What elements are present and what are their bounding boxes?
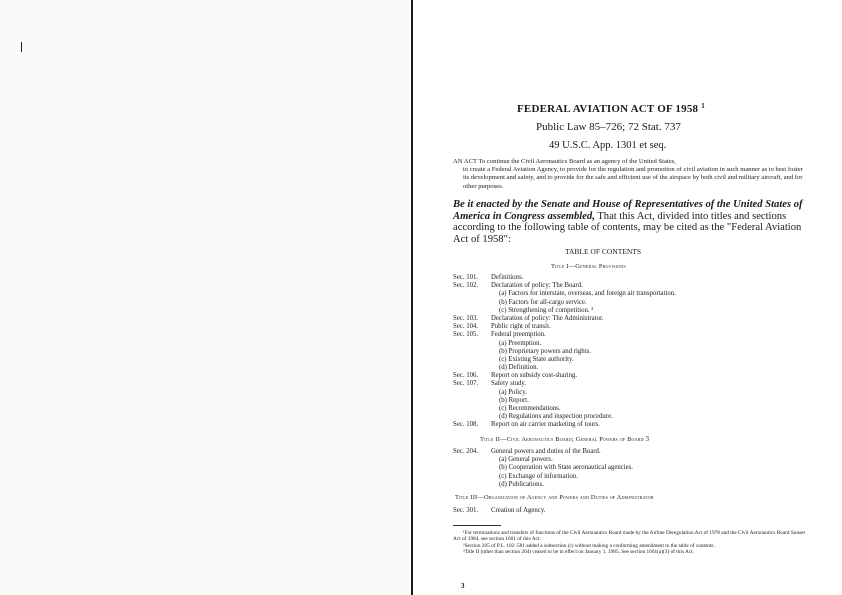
- subsection-title: (d) Publications.: [499, 480, 544, 488]
- section-title: Federal preemption.: [491, 331, 546, 339]
- toc-section-row: [453, 448, 633, 456]
- enacting-clause-text: That this Act, divided into titles and sections according to the following table of contents, may be cited as the "Federal Aviation Act of 1958":: [453, 210, 802, 245]
- title-2-footnote-ref: 3: [645, 435, 650, 443]
- enacting-clause-italic: Be it enacted by the Senate and House of Representatives of the United States of America in Congress assembled,: [453, 199, 803, 222]
- footnote-3: ³Title II (other than section 204) ceased to be in effect on January 1, 1985. See section 1601(a)(3) of this Act.: [463, 548, 694, 555]
- usc-citation: 49 U.S.C. App. 1301 et seq.: [549, 140, 667, 151]
- title-footnote-ref: 1: [701, 102, 705, 110]
- enacting-clause: [453, 199, 809, 245]
- toc-subsection-row: [453, 473, 633, 481]
- subsection-title: (a) Policy.: [499, 388, 527, 396]
- footnote-rule: [453, 525, 501, 526]
- footnote-2: ²Section 205 of P.L. 102–581 added a subsection (c) without making a conforming amendment to the table of contents.: [463, 542, 715, 549]
- subsection-title: (c) Strengthening of competition. ²: [499, 306, 594, 314]
- toc-heading: TABLE OF CONTENTS: [565, 247, 642, 256]
- public-law-citation: Public Law 85–726; 72 Stat. 737: [536, 121, 681, 133]
- toc-subsection-row: [453, 413, 676, 421]
- subsection-title: (c) Exchange of information.: [499, 472, 578, 480]
- preamble-first-line: AN ACT To continue the Civil Aeronautics Board as an agency of the United States,: [453, 158, 676, 165]
- footnote-1: ¹For terminations and transfers of functions of the Civil Aeronautics Board made by the Airline Deregulation Act of 1978 and the Civil Aeronautics Board Sunset Act of 1984, see section 1601 of this Act.: [453, 530, 805, 543]
- section-title: Report on air carrier marketing of tours.: [491, 421, 600, 429]
- title-3-section-list: [453, 507, 545, 515]
- toc-subsection-row: [453, 299, 676, 307]
- section-number: Sec. 103.: [453, 314, 479, 322]
- subsection-title: (d) Definition.: [499, 364, 539, 372]
- title-2-heading: Title II—Civil Aeronautics Board; General Powers of Board 3: [480, 435, 650, 443]
- toc-section-row: [453, 372, 676, 380]
- title-1-heading: Title I—General Provisions: [551, 263, 626, 270]
- toc-section-row: [453, 380, 676, 388]
- section-number: Sec. 104.: [453, 323, 479, 331]
- toc-subsection-row: [453, 405, 676, 413]
- toc-subsection-row: [453, 389, 676, 397]
- section-title: Creation of Agency.: [491, 507, 546, 514]
- subsection-title: (c) Existing State authority.: [499, 355, 574, 363]
- section-number: Sec. 106.: [453, 372, 479, 380]
- subsection-title: (a) General powers.: [499, 456, 553, 464]
- toc-subsection-row: [453, 481, 633, 489]
- subsection-title: (c) Recommendations.: [499, 405, 561, 412]
- toc-subsection-row: [453, 340, 676, 348]
- section-title: Definitions.: [491, 274, 524, 281]
- page-number: 3: [461, 582, 465, 590]
- toc-subsection-row: [453, 464, 633, 472]
- toc-subsection-row: [453, 290, 676, 298]
- toc-section-row: [453, 507, 545, 515]
- toc-subsection-row: [453, 348, 676, 356]
- subsection-title: (d) Regulations and inspection procedure.: [499, 413, 613, 421]
- title-2-section-list: [453, 448, 633, 489]
- subsection-title: (b) Proprietary powers and rights.: [499, 347, 591, 355]
- section-title: Declaration of policy: The Board.: [491, 282, 583, 290]
- toc-subsection-row: [453, 397, 676, 405]
- toc-section-row: [453, 274, 676, 282]
- preamble-continuation: to create a Federal Aviation Agency, to provide for the regulation and promotion of civil aviation in such manner as to best foster its development and safety, and to provide for the safe and efficient use of the airspace by both civil and military aircraft, and for other purposes.: [463, 166, 803, 190]
- subsection-title: (a) Preemption.: [499, 339, 542, 347]
- toc-subsection-row: [453, 364, 676, 372]
- right-page: [413, 0, 842, 595]
- section-title: Public right of transit.: [491, 323, 551, 331]
- section-title: Safety study.: [491, 380, 527, 388]
- subsection-title: (b) Factors for all-cargo service.: [499, 298, 587, 306]
- subsection-title: (b) Report.: [499, 396, 529, 404]
- section-number: Sec. 301.: [453, 507, 479, 514]
- preamble: [453, 158, 808, 191]
- text-cursor-mark: [21, 42, 22, 52]
- title-1-section-list: [453, 274, 676, 430]
- toc-subsection-row: [453, 356, 676, 364]
- section-number: Sec. 108.: [453, 421, 479, 429]
- section-number: Sec. 204.: [453, 448, 479, 455]
- section-number: Sec. 107.: [453, 380, 479, 388]
- section-number: Sec. 105.: [453, 331, 479, 339]
- section-number: Sec. 102.: [453, 282, 479, 290]
- toc-section-row: [453, 323, 676, 331]
- left-page-blank: [0, 0, 411, 595]
- section-title: General powers and duties of the Board.: [491, 448, 601, 455]
- toc-subsection-row: [453, 307, 676, 315]
- title-3-heading: Title III—Organization of Agency and Powers and Duties of Administrator: [455, 494, 654, 501]
- subsection-title: (b) Cooperation with State aeronautical agencies.: [499, 464, 633, 472]
- toc-section-row: [453, 331, 676, 339]
- subsection-title: (a) Factors for interstate, overseas, and foreign air transportation.: [499, 290, 676, 298]
- section-title: Declaration of policy: The Administrator.: [491, 314, 604, 322]
- section-number: Sec. 101.: [453, 274, 479, 281]
- footnotes: [453, 530, 809, 555]
- toc-subsection-row: [453, 456, 633, 464]
- document-title: FEDERAL AVIATION ACT OF 1958 $^1$: [517, 102, 705, 115]
- toc-section-row: [453, 421, 676, 429]
- toc-section-row: [453, 315, 676, 323]
- toc-section-row: [453, 282, 676, 290]
- section-title: Report on subsidy cost-sharing.: [491, 372, 578, 380]
